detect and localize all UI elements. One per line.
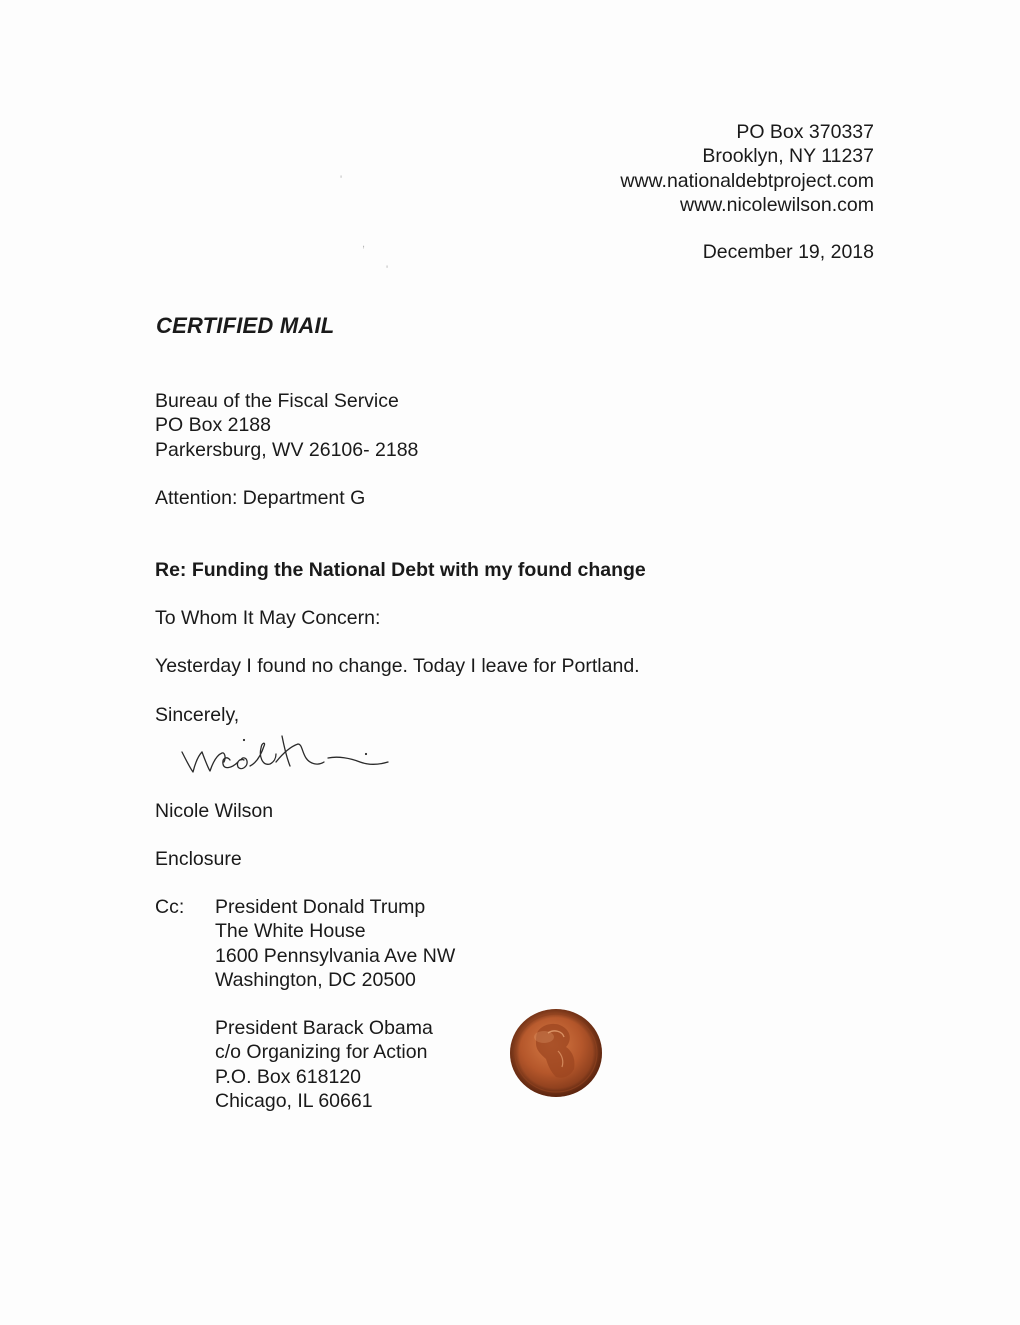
cc-recipient	[215, 1016, 433, 1113]
cc-recipient-line2: 1600 Pennsylvania Ave NW	[215, 944, 456, 967]
attention-line: Attention: Department G	[155, 487, 366, 509]
signer-name: Nicole Wilson	[155, 800, 274, 822]
cc-recipient-name: President Donald Trump	[215, 896, 426, 918]
cc-recipient-line3: Chicago, IL 60661	[215, 1089, 373, 1112]
cc-recipient-line3: Washington, DC 20500	[215, 968, 416, 991]
recipient-name: Bureau of the Fiscal Service	[155, 390, 399, 412]
penny-coin-image	[508, 1007, 604, 1099]
sender-address-line2: Brooklyn, NY 11237	[702, 145, 874, 168]
letter-body: Yesterday I found no change. Today I leave for Portland.	[155, 655, 640, 677]
sender-address-line1: PO Box 370337	[736, 121, 874, 143]
salutation: To Whom It May Concern:	[155, 607, 381, 629]
handwritten-signature	[178, 722, 393, 784]
recipient-address-block	[155, 389, 418, 462]
letter-date: December 19, 2018	[702, 241, 874, 263]
cc-recipient-line2: P.O. Box 618120	[215, 1065, 362, 1088]
closing: Sincerely,	[155, 704, 240, 726]
recipient-address-line1: PO Box 2188	[155, 414, 271, 437]
sender-website-1: www.nationaldebtproject.com	[620, 169, 874, 192]
cc-recipient	[215, 895, 455, 992]
letter-page: ' , ' PO Box 370337 Brooklyn, NY 11237 www.nationaldebtproject.com www.nicolewilson.com December 19, 2018 CERTIFIED MAIL Bureau of the Fiscal Service PO Box 2188 Parkersburg, WV 26106- 2188 Attention: Department G Re: Funding the National Debt with my found change To Whom It May Concern: Yesterday I found no change. Today I leave for Portland. Sincerely, Nicole Wilson Enclosure Cc: President Donald Trump The White House 1600 Pennsylvania Ave NW Washington, DC 20500 President Barack Obama c/o Organizing for Action P.O. Box 618120 Chicago, IL 60661	[0, 0, 1020, 1325]
sender-website-2: www.nicolewilson.com	[680, 193, 874, 216]
delivery-method-heading: CERTIFIED MAIL	[156, 313, 335, 338]
cc-recipient-name: President Barack Obama	[215, 1017, 433, 1039]
cc-label: Cc:	[155, 896, 185, 918]
recipient-address-line2: Parkersburg, WV 26106- 2188	[155, 438, 419, 461]
sender-address-block	[620, 120, 874, 217]
subject-line: Re: Funding the National Debt with my found change	[155, 559, 646, 581]
cc-recipient-line1: The White House	[215, 920, 366, 943]
enclosure-notation: Enclosure	[155, 848, 242, 870]
cc-recipient-line1: c/o Organizing for Action	[215, 1041, 428, 1064]
